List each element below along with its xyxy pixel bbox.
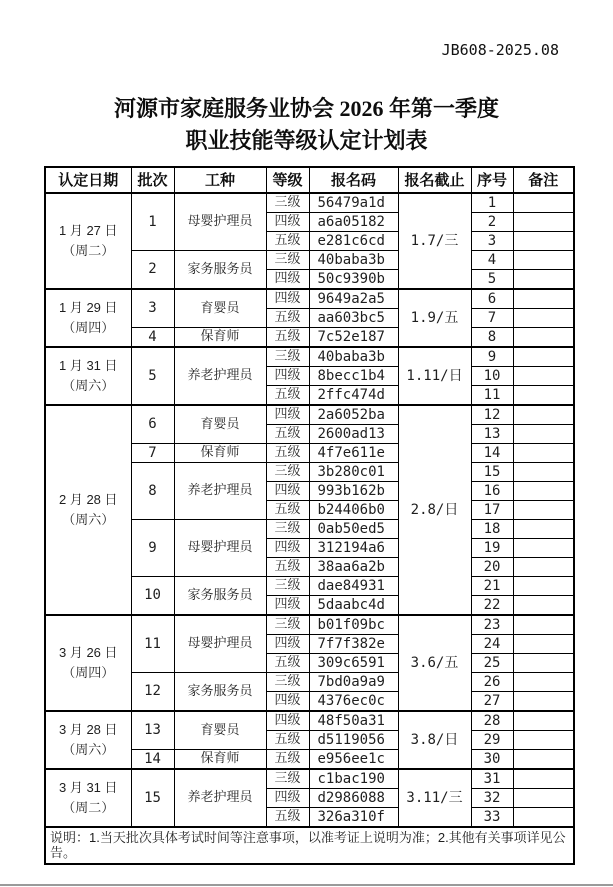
doc-ref: JB608-2025.08 [441,41,559,59]
date-line2: （周四） [62,319,115,335]
level-cell: 五级 [266,807,309,827]
code-cell: e281c6cd [309,231,398,250]
date-cell [45,769,131,827]
seq-cell: 32 [471,788,513,807]
deadline-cell: 3.6/五 [398,615,471,711]
seq-cell: 13 [471,424,513,443]
date-line2: （周六） [62,377,115,393]
level-cell: 三级 [266,347,309,367]
page-title-line2: 职业技能等级认定计划表 [185,127,428,153]
seq-cell: 7 [471,308,513,327]
remark-cell [513,481,574,500]
code-cell: a6a05182 [309,212,398,231]
level-cell: 三级 [266,193,309,213]
code-cell: 40baba3b [309,250,398,269]
date-line2: （周六） [62,511,115,527]
remark-cell [513,462,574,481]
seq-cell: 33 [471,807,513,827]
plan-table-header [45,167,574,193]
seq-cell: 1 [471,193,513,213]
job-cell: 家务服务员 [174,576,266,615]
seq-cell: 29 [471,730,513,749]
seq-cell: 19 [471,538,513,557]
date-cell [45,289,131,347]
level-cell: 四级 [266,788,309,807]
deadline-cell: 3.11/三 [398,769,471,827]
level-cell: 五级 [266,231,309,250]
date-line1: 2 月 28 日 [58,492,118,508]
remark-cell [513,366,574,385]
code-cell: 8becc1b4 [309,366,398,385]
batch-cell: 4 [131,327,174,347]
level-cell: 四级 [266,366,309,385]
table-row [45,193,574,213]
date-cell [45,711,131,769]
remark-cell [513,500,574,519]
level-cell: 四级 [266,405,309,425]
code-cell: dae84931 [309,576,398,595]
seq-cell: 21 [471,576,513,595]
remark-cell [513,212,574,231]
job-cell: 育婴员 [174,289,266,328]
column-header-seq: 序号 [471,167,513,193]
remark-cell [513,347,574,367]
batch-cell: 7 [131,443,174,462]
job-cell: 养老护理员 [174,769,266,827]
level-cell: 五级 [266,500,309,519]
code-cell: 38aa6a2b [309,557,398,576]
job-cell: 家务服务员 [174,672,266,711]
seq-cell: 15 [471,462,513,481]
page-title-line1: 河源市家庭服务业协会 2026 年第一季度 [113,96,499,121]
batch-cell: 6 [131,405,174,444]
level-cell: 五级 [266,730,309,749]
code-cell: e956ee1c [309,749,398,769]
date-line2: （周六） [62,741,115,757]
code-cell: 2ffc474d [309,385,398,405]
code-cell: c1bac190 [309,769,398,789]
column-header-date: 认定日期 [45,167,131,193]
deadline-cell: 1.11/日 [398,347,471,405]
column-header-level: 等级 [266,167,309,193]
job-cell: 养老护理员 [174,462,266,519]
job-cell: 保育师 [174,749,266,769]
code-cell: 993b162b [309,481,398,500]
batch-cell: 13 [131,711,174,750]
code-cell: 4f7e611e [309,443,398,462]
remark-cell [513,308,574,327]
remark-cell [513,653,574,672]
level-cell: 五级 [266,385,309,405]
seq-cell: 26 [471,672,513,691]
level-cell: 三级 [266,576,309,595]
deadline-cell: 2.8/日 [398,405,471,615]
note-text: 说明：1.当天批次具体考试时间等注意事项，以准考证上说明为准；2.其他有关事项详见公告。 [45,827,574,864]
column-header-deadline: 报名截止 [398,167,471,193]
batch-cell: 8 [131,462,174,519]
code-cell: 9649a2a5 [309,289,398,309]
page-title [0,0,613,157]
seq-cell: 2 [471,212,513,231]
seq-cell: 9 [471,347,513,367]
seq-cell: 27 [471,691,513,711]
seq-cell: 12 [471,405,513,425]
level-cell: 三级 [266,672,309,691]
date-cell [45,193,131,289]
seq-cell: 8 [471,327,513,347]
seq-cell: 28 [471,711,513,731]
level-cell: 五级 [266,424,309,443]
batch-cell: 11 [131,615,174,673]
code-cell: 7bd0a9a9 [309,672,398,691]
code-cell: 7c52e187 [309,327,398,347]
seq-cell: 3 [471,231,513,250]
seq-cell: 31 [471,769,513,789]
level-cell: 四级 [266,595,309,615]
level-cell: 三级 [266,615,309,635]
remark-cell [513,576,574,595]
seq-cell: 14 [471,443,513,462]
remark-cell [513,807,574,827]
job-cell: 育婴员 [174,405,266,444]
job-cell: 母婴护理员 [174,519,266,576]
code-cell: 7f7f382e [309,634,398,653]
deadline-cell: 1.9/五 [398,289,471,347]
column-header-remark: 备注 [513,167,574,193]
level-cell: 五级 [266,327,309,347]
note-row [45,827,574,864]
seq-cell: 16 [471,481,513,500]
code-cell: 5daabc4d [309,595,398,615]
column-header-batch: 批次 [131,167,174,193]
batch-cell: 2 [131,250,174,289]
job-cell: 保育师 [174,327,266,347]
seq-cell: 6 [471,289,513,309]
level-cell: 四级 [266,289,309,309]
table-row [45,769,574,789]
date-line1: 1 月 27 日 [58,223,118,239]
date-cell [45,405,131,615]
seq-cell: 30 [471,749,513,769]
seq-cell: 18 [471,519,513,538]
date-line1: 1 月 31 日 [58,358,118,374]
seq-cell: 24 [471,634,513,653]
date-line1: 3 月 31 日 [58,780,118,796]
batch-cell: 3 [131,289,174,328]
code-cell: 48f50a31 [309,711,398,731]
remark-cell [513,385,574,405]
seq-cell: 4 [471,250,513,269]
level-cell: 五级 [266,749,309,769]
seq-cell: 5 [471,269,513,289]
remark-cell [513,672,574,691]
level-cell: 五级 [266,653,309,672]
header-row [45,167,574,193]
remark-cell [513,405,574,425]
batch-cell: 15 [131,769,174,827]
code-cell: 4376ec0c [309,691,398,711]
deadline-cell: 3.8/日 [398,711,471,769]
remark-cell [513,250,574,269]
remark-cell [513,788,574,807]
date-line2: （周四） [62,664,115,680]
code-cell: aa603bc5 [309,308,398,327]
job-cell: 育婴员 [174,711,266,750]
code-cell: 0ab50ed5 [309,519,398,538]
batch-cell: 10 [131,576,174,615]
level-cell: 四级 [266,711,309,731]
batch-cell: 5 [131,347,174,405]
date-line2: （周二） [62,242,115,258]
level-cell: 三级 [266,769,309,789]
plan-table-footer [45,827,574,864]
code-cell: 40baba3b [309,347,398,367]
page-bottom-edge [0,884,613,886]
seq-cell: 23 [471,615,513,635]
batch-cell: 12 [131,672,174,711]
level-cell: 四级 [266,212,309,231]
remark-cell [513,327,574,347]
remark-cell [513,691,574,711]
level-cell: 五级 [266,308,309,327]
code-cell: b01f09bc [309,615,398,635]
seq-cell: 17 [471,500,513,519]
remark-cell [513,615,574,635]
table-row [45,289,574,309]
seq-cell: 25 [471,653,513,672]
job-cell: 母婴护理员 [174,193,266,251]
seq-cell: 22 [471,595,513,615]
code-cell: 2600ad13 [309,424,398,443]
table-row [45,347,574,367]
level-cell: 四级 [266,691,309,711]
batch-cell: 9 [131,519,174,576]
code-cell: 309c6591 [309,653,398,672]
batch-cell: 1 [131,193,174,251]
level-cell: 四级 [266,481,309,500]
table-row [45,615,574,635]
remark-cell [513,443,574,462]
remark-cell [513,557,574,576]
remark-cell [513,289,574,309]
seq-cell: 20 [471,557,513,576]
code-cell: 50c9390b [309,269,398,289]
table-row [45,405,574,425]
level-cell: 三级 [266,462,309,481]
column-header-job: 工种 [174,167,266,193]
level-cell: 三级 [266,250,309,269]
level-cell: 五级 [266,443,309,462]
job-cell: 母婴护理员 [174,615,266,673]
code-cell: 312194a6 [309,538,398,557]
seq-cell: 11 [471,385,513,405]
level-cell: 四级 [266,269,309,289]
job-cell: 养老护理员 [174,347,266,405]
batch-cell: 14 [131,749,174,769]
date-cell [45,615,131,711]
remark-cell [513,538,574,557]
job-cell: 家务服务员 [174,250,266,289]
deadline-cell: 1.7/三 [398,193,471,289]
remark-cell [513,769,574,789]
code-cell: b24406b0 [309,500,398,519]
remark-cell [513,269,574,289]
remark-cell [513,634,574,653]
code-cell: d2986088 [309,788,398,807]
column-header-code: 报名码 [309,167,398,193]
remark-cell [513,519,574,538]
level-cell: 四级 [266,538,309,557]
remark-cell [513,730,574,749]
plan-table-body [45,193,574,827]
remark-cell [513,231,574,250]
level-cell: 五级 [266,557,309,576]
date-line1: 3 月 26 日 [58,645,118,661]
remark-cell [513,193,574,213]
job-cell: 保育师 [174,443,266,462]
code-cell: 3b280c01 [309,462,398,481]
remark-cell [513,711,574,731]
plan-table [44,166,575,865]
code-cell: 2a6052ba [309,405,398,425]
table-row [45,711,574,731]
remark-cell [513,749,574,769]
code-cell: 56479a1d [309,193,398,213]
seq-cell: 10 [471,366,513,385]
code-cell: d5119056 [309,730,398,749]
remark-cell [513,595,574,615]
level-cell: 四级 [266,634,309,653]
date-line1: 3 月 28 日 [58,722,118,738]
level-cell: 三级 [266,519,309,538]
code-cell: 326a310f [309,807,398,827]
date-cell [45,347,131,405]
date-line2: （周二） [62,799,115,815]
date-line1: 1 月 29 日 [58,300,118,316]
remark-cell [513,424,574,443]
